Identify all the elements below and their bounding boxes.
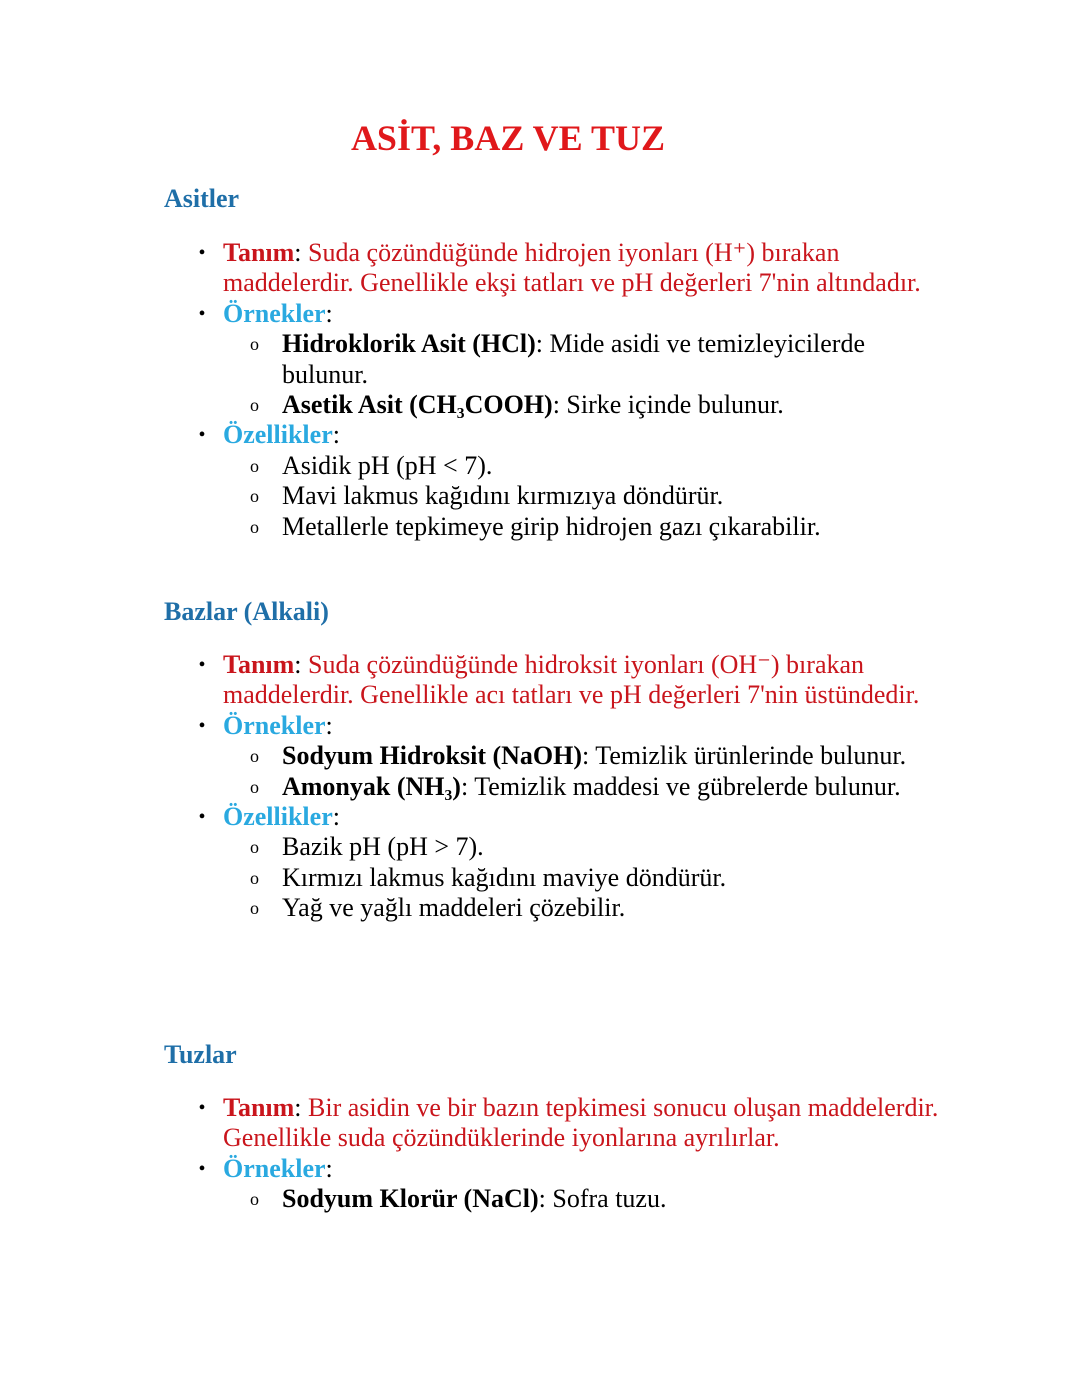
definition-text: Suda çözündüğünde hidrojen iyonları (H⁺) bırakan maddelerdir. Genellikle ekşi tatları ve pH değerleri 7'nin altındadır. [223, 238, 921, 298]
circle-bullet-icon: o [250, 334, 259, 355]
bullet-icon: • [198, 302, 206, 325]
bullet-icon: • [198, 714, 206, 737]
list-item [223, 329, 944, 390]
examples-label: Örnekler [223, 298, 326, 328]
property-text: Bazik pH (pH > 7). [282, 832, 484, 862]
circle-bullet-icon: o [250, 516, 259, 537]
list-item [223, 863, 944, 893]
example-text: Sofra tuzu. [552, 1184, 667, 1214]
document-title: ASİT, BAZ VE TUZ [350, 118, 666, 158]
example-name: Hidroklorik Asit (HCl) [282, 329, 536, 359]
bazlar-list [164, 650, 944, 924]
tuzlar-examples [164, 1154, 944, 1215]
bazlar-examples-list [223, 741, 944, 802]
asitler-properties-list [223, 451, 944, 542]
asitler-examples [164, 299, 944, 421]
circle-bullet-icon: o [250, 746, 259, 767]
colon: : [325, 1153, 333, 1183]
example-text: Temizlik maddesi ve gübrelerde bulunur. [474, 771, 901, 801]
colon: : [552, 390, 560, 420]
example-text: Temizlik ürünlerinde bulunur. [595, 741, 907, 771]
circle-bullet-icon: o [250, 395, 259, 416]
bazlar-properties-list [223, 832, 944, 923]
definition-text: Suda çözündüğünde hidroksit iyonları (OH⁻) bırakan maddelerdir. Genellikle acı tatları ve pH değerleri 7'nin üstündedir. [223, 650, 920, 710]
colon: : [460, 771, 469, 801]
list-item [223, 741, 944, 771]
definition-label: Tanım [223, 1093, 295, 1122]
property-text: Mavi lakmus kağıdını kırmızıya döndürür. [282, 481, 724, 511]
colon: : [325, 298, 333, 328]
bazlar-properties [164, 802, 944, 924]
property-text: Asidik pH (pH < 7). [282, 450, 493, 480]
example-name: Amonyak (NH₃) [282, 771, 461, 801]
bullet-icon: • [198, 1157, 206, 1180]
colon: : [294, 1093, 302, 1122]
bazlar-definition [164, 650, 944, 711]
tuzlar-list [164, 1093, 944, 1215]
circle-bullet-icon: o [250, 1189, 259, 1210]
bullet-icon: • [198, 1097, 206, 1119]
colon: : [332, 802, 340, 832]
example-text: Mide asidi ve temizleyicilerde bulunur. [282, 329, 866, 389]
example-name: Asetik Asit (CH₃COOH) [282, 390, 553, 420]
list-item [223, 451, 944, 481]
example-text: Sirke içinde bulunur. [566, 390, 784, 420]
circle-bullet-icon: o [250, 486, 259, 507]
property-text: Yağ ve yağlı maddeleri çözebilir. [282, 893, 626, 923]
bullet-icon: • [198, 806, 206, 829]
property-text: Kırmızı lakmus kağıdını maviye döndürür. [282, 862, 727, 892]
tuzlar-examples-list [223, 1184, 944, 1214]
list-item [223, 893, 944, 923]
circle-bullet-icon: o [250, 776, 259, 797]
section-heading-asitler: Asitler [164, 184, 240, 213]
section-heading-bazlar: Bazlar (Alkali) [164, 597, 329, 626]
list-item [223, 481, 944, 511]
asitler-list [164, 238, 944, 542]
tuzlar-definition [164, 1093, 944, 1154]
section-heading-tuzlar: Tuzlar [164, 1040, 237, 1069]
asitler-definition [164, 238, 944, 299]
circle-bullet-icon: o [250, 867, 259, 888]
property-text: Metallerle tepkimeye girip hidrojen gazı çıkarabilir. [282, 511, 821, 541]
bullet-icon: • [198, 654, 206, 676]
colon: : [294, 650, 302, 679]
list-item [223, 772, 944, 802]
definition-text: Bir asidin ve bir bazın tepkimesi sonucu oluşan maddelerdir. Genellikle suda çözündüklerinde iyonlarına ayrılırlar. [223, 1093, 939, 1153]
definition-label: Tanım [223, 238, 295, 267]
definition-label: Tanım [223, 650, 295, 679]
properties-label: Özellikler [223, 420, 333, 450]
bazlar-examples [164, 711, 944, 802]
circle-bullet-icon: o [250, 455, 259, 476]
examples-label: Örnekler [223, 710, 326, 740]
example-name: Sodyum Klorür (NaCl) [282, 1184, 539, 1214]
bullet-icon: • [198, 242, 206, 264]
asitler-properties [164, 420, 944, 542]
list-item [223, 390, 944, 420]
colon: : [535, 329, 544, 359]
colon: : [325, 710, 333, 740]
colon: : [294, 238, 302, 267]
example-name: Sodyum Hidroksit (NaOH) [282, 741, 583, 771]
asitler-examples-list [223, 329, 944, 420]
list-item [223, 512, 944, 542]
circle-bullet-icon: o [250, 898, 259, 919]
properties-label: Özellikler [223, 802, 333, 832]
list-item [223, 832, 944, 862]
colon: : [582, 741, 590, 771]
colon: : [332, 420, 340, 450]
colon: : [538, 1184, 546, 1214]
bullet-icon: • [198, 424, 206, 447]
circle-bullet-icon: o [250, 837, 259, 858]
list-item [223, 1184, 944, 1214]
examples-label: Örnekler [223, 1153, 326, 1183]
